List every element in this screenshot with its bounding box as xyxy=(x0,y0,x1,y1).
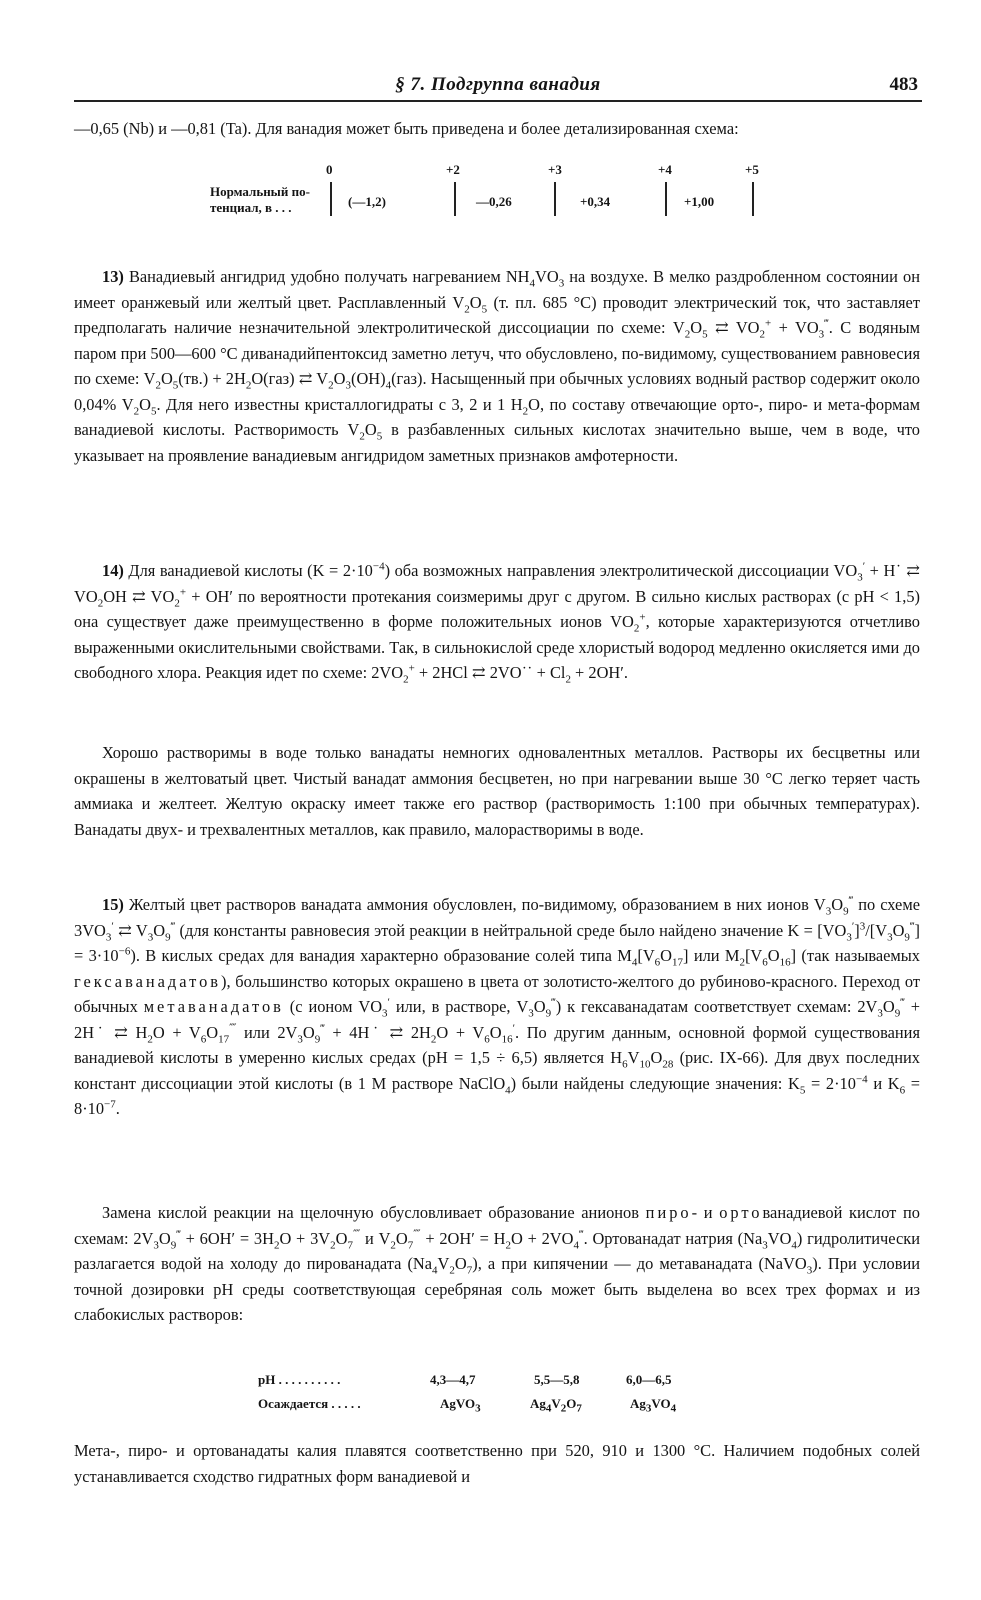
header-rule xyxy=(74,100,922,102)
oxidation-state: +2 xyxy=(446,162,460,177)
level-bar xyxy=(554,182,556,216)
potential-value: +0,34 xyxy=(580,194,611,209)
ph-range: 6,0—6,5 xyxy=(626,1372,672,1387)
paragraph-14-continued: Хорошо растворимы в воде только ванадаты немногих одновалентных металлов. Растворы их бесцветны или окрашены в желтоватый цвет. Чистый ванадат аммония бесцветен, но при нагревании выше 30 °C легко теряет часть аммиака и желтеет. Желтую окраску имеет также его раствор (растворимость 1:100 при обычных температурах). Ванадаты двух- и трехвалентных металлов, как правило, малорастворимы в воде. xyxy=(74,743,920,839)
table-row xyxy=(258,1396,718,1418)
row-label: Осаждается . . . . . xyxy=(258,1396,361,1411)
table-row xyxy=(258,1372,718,1394)
oxidation-state: +4 xyxy=(658,162,672,177)
potential-value: +1,00 xyxy=(684,194,715,209)
potential-value: —0,26 xyxy=(476,194,512,209)
page-number: 483 xyxy=(889,74,918,95)
salt-formula: AgVO$_3$ xyxy=(440,1396,481,1415)
note-number: 14) xyxy=(102,561,124,580)
scheme-label-line: тенциал, в . . . xyxy=(210,200,292,215)
paragraph-13: 13) Ванадиевый ангидрид удобно получать нагреванием $NH_4VO_3$ на воздухе. В мелко раздробленном состоянии он имеет оранжевый или желтый цвет. Расплавленный $V_2O_5$ (т. пл. 685 °C) проводит электрический ток, что заставляет предполагать наличие незначительной электролитической диссоциации по схеме: $V_2O_5$ ⇄ $VO_2^+ + VO_3^‴$. С водяным паром при 500—600 °C диванадийпентоксид заметно летуч, что обусловлено, по-видимому, существованием равновесия по схеме: $V_2O_5(тв.) + 2H_2O(газ)$ ⇄ $V_2O_3(OH)_4(газ)$. Насыщенный при обычных условиях водный раствор содержит около 0,04% $V_2O_5$. Для него известны кристаллогидраты с 3, 2 и 1 $H_2O$, по составу отвечающие орто-, пиро- и мета-формам ванадиевой кислоты. Растворимость $V_2O_5$ в разбавленных сильных кислотах значительно выше, чем в воде, что указывает на проявление ванадиевым ангидридом заметных признаков амфотерности. xyxy=(74,267,921,465)
note-number: 13) xyxy=(102,267,124,286)
potential-scheme xyxy=(210,162,770,224)
salt-formula: $Ag_4V_2O_7$ xyxy=(530,1396,582,1415)
paragraph-15: 15) Желтый цвет растворов ванадата аммония обусловлен, по-видимому, образованием в них ионов $V_3O_9^‴$ по схеме $3VO_3'$ ⇄ $V_3O_9^‴$ (для константы равновесия этой реакции в нейтральной среде было найдено значение $K = [VO_3']^3/[V_3O_9^‴] = 3\cdot 10^{-6}$). В кислых средах для ванадия характерно образование солей типа $M_4[V_6O_{17}]$ или $M_2[V_6O_{16}]$ (так называемых гексаванадатов), большинство которых окрашено в цвета от золотисто-желтого до рубиново-красного. Переход от обычных метаванадатов (с ионом $VO_3'$ или, в растворе, $V_3O_9^‴$) к гексаванадатам соответствует схемам: $2V_3O_9^‴$ + 2H˙ ⇄ $H_2O + V_6O_{17}^⁗$ или $2V_3O_9^‴$ + 4H˙ ⇄ $2H_2O + V_6O_{16}'$. По другим данным, основной формой существования ванадиевой кислоты в умеренно кислых средах (pH = 1,5 ÷ 6,5) является $H_6V_{10}O_{28}$ (рис. IX-66). Для двух последних констант диссоциации этой кислоты (в 1 M растворе NaClO$_4$) были найдены следующие значения: $K_5 = 2\cdot 10^{-4}$ и $K_6 = 8\cdot 10^{-7}$. xyxy=(74,894,921,1118)
precipitation-table xyxy=(258,1372,718,1420)
scheme-label xyxy=(210,184,310,216)
salt-formula: $Ag_3VO_4$ xyxy=(630,1396,677,1415)
ph-range: 5,5—5,8 xyxy=(534,1372,580,1387)
scheme-label-line: Нормальный по- xyxy=(210,184,310,199)
oxidation-state: +5 xyxy=(745,162,759,177)
oxidation-state: +3 xyxy=(548,162,562,177)
paragraph-14: 14) Для ванадиевой кислоты $(K = 2\cdot 10^{-4})$ оба возможных направления электролитической диссоциации $VO_3'$ + H˙ ⇄ $VO_2OH$ ⇄ $VO_2^+ + OH'$ по вероятности протекания соизмеримы друг с другом. В сильно кислых растворах (с pH < 1,5) она существует даже преимущественно в форме положительных ионов $VO_2^+$, которые характеризуются отчетливо выраженными окислительными свойствами. Так, в сильнокислой среде хлористый водород медленно окисляется ими до свободного хлора. Реакция идет по схеме: $2VO_2^+ + 2HCl$ ⇄ 2VO˙˙ + $Cl_2 + 2OH'$. xyxy=(74,560,920,686)
oxidation-state: 0 xyxy=(326,162,333,177)
level-bar xyxy=(665,182,667,216)
level-bar xyxy=(752,182,754,216)
level-bar xyxy=(454,182,456,216)
paragraph-intro: —0,65 (Nb) и —0,81 (Ta). Для ванадия может быть приведена и более детализированная схема: xyxy=(74,119,739,138)
paragraph-15-continued: Замена кислой реакции на щелочную обусловливает образование анионов пиро- и ортованадиевой кислот по схемам: $2V_3O_9^‴ + 6OH' = 3H_2O + 3V_2O_7^⁗$ и $V_2O_7^⁗ + 2OH' = H_2O + 2VO_4^‴$. Ортованадат натрия $(Na_3VO_4)$ гидролитически разлагается водой на холоду до пированадата $(Na_4V_2O_7)$, а при кипячении — до метаванадата (NaVO$_3$). При условии точной дозировки pH среды соответствующая серебряная соль может быть выделена во всех трех формах и из слабокислых растворов: xyxy=(74,1203,920,1324)
note-number: 15) xyxy=(102,895,124,914)
section-title: § 7. Подгруппа ванадия xyxy=(395,74,601,95)
row-label: pH . . . . . . . . . . xyxy=(258,1372,341,1387)
ph-range: 4,3—4,7 xyxy=(430,1372,476,1387)
paragraph-final: Мета-, пиро- и ортованадаты калия плавятся соответственно при 520, 910 и 1300 °C. Наличием подобных солей устанавливается сходство гидратных форм ванадиевой и xyxy=(74,1441,920,1486)
running-header xyxy=(74,70,922,104)
level-bar xyxy=(330,182,332,216)
potential-value: (—1,2) xyxy=(348,194,386,209)
